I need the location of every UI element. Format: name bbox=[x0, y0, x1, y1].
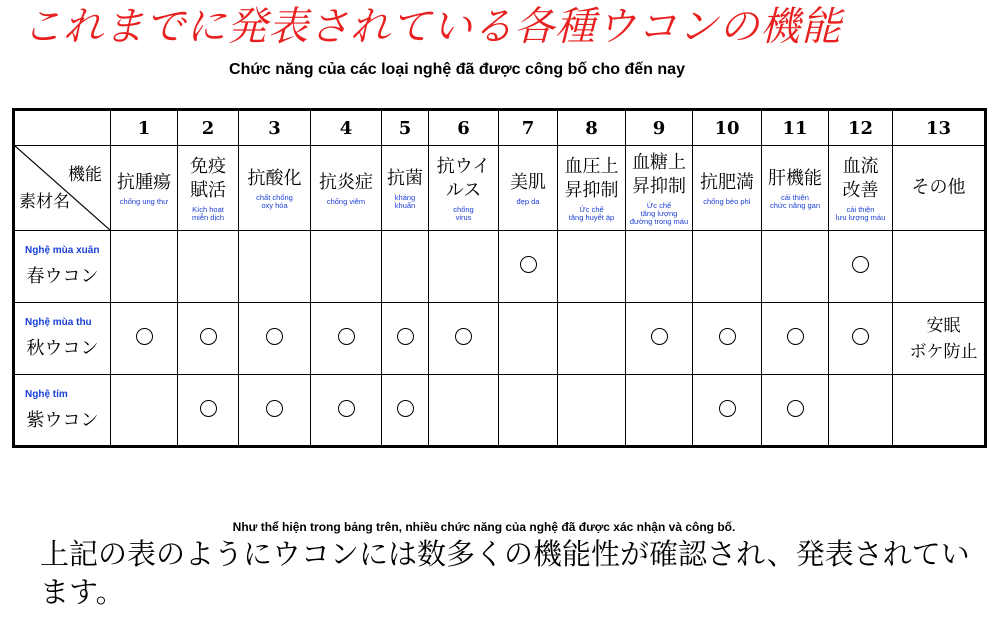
function-header-cell bbox=[626, 146, 693, 231]
material-row bbox=[14, 231, 986, 303]
function-cell bbox=[499, 375, 558, 447]
function-name: 血流 改善 bbox=[842, 155, 879, 201]
function-cell bbox=[829, 231, 893, 303]
confirmed-circle-mark bbox=[200, 328, 217, 345]
function-header-cell bbox=[762, 146, 829, 231]
function-name: 抗炎症 bbox=[319, 171, 373, 193]
function-cell bbox=[626, 303, 693, 375]
function-cell bbox=[311, 375, 382, 447]
function-cell bbox=[239, 375, 311, 447]
function-name: 美肌 bbox=[510, 171, 546, 193]
function-cell bbox=[626, 231, 693, 303]
function-translation: Ức chế tăng lượng đường trong máu bbox=[629, 200, 689, 226]
function-cell bbox=[382, 303, 429, 375]
function-cell bbox=[178, 231, 239, 303]
material-translation: Nghệ mùa thu bbox=[25, 317, 92, 328]
other-function-cell bbox=[893, 375, 986, 447]
function-header-cell bbox=[178, 146, 239, 231]
material-translation: Nghệ mùa xuân bbox=[25, 245, 100, 256]
confirmed-circle-mark bbox=[651, 328, 668, 345]
function-cell bbox=[626, 375, 693, 447]
confirmed-circle-mark bbox=[397, 400, 414, 417]
function-cell bbox=[429, 303, 499, 375]
column-number: 7 bbox=[499, 110, 558, 146]
function-header-cell bbox=[111, 146, 178, 231]
function-cell bbox=[178, 375, 239, 447]
function-header-row bbox=[14, 146, 986, 231]
confirmed-circle-mark bbox=[266, 400, 283, 417]
function-translation: Ức chế tăng huyết áp bbox=[568, 204, 615, 222]
corner-label-function: 機能 bbox=[68, 165, 102, 185]
function-cell bbox=[693, 231, 762, 303]
column-number: 4 bbox=[311, 110, 382, 146]
material-name: 春ウコン bbox=[26, 266, 99, 287]
function-cell bbox=[311, 231, 382, 303]
function-cell bbox=[178, 303, 239, 375]
function-header-cell bbox=[893, 146, 986, 231]
blank-corner-cell bbox=[14, 110, 111, 146]
function-name: 抗ウイ ルス bbox=[436, 155, 491, 201]
function-header-cell bbox=[239, 146, 311, 231]
confirmed-circle-mark bbox=[852, 256, 869, 273]
column-number: 10 bbox=[693, 110, 762, 146]
material-row bbox=[14, 375, 986, 447]
column-number: 12 bbox=[829, 110, 893, 146]
function-header-cell bbox=[311, 146, 382, 231]
function-cell bbox=[382, 231, 429, 303]
confirmed-circle-mark bbox=[719, 328, 736, 345]
function-translation: chống virus bbox=[453, 204, 474, 222]
function-cell bbox=[239, 231, 311, 303]
column-number: 5 bbox=[382, 110, 429, 146]
confirmed-circle-mark bbox=[397, 328, 414, 345]
column-number: 3 bbox=[239, 110, 311, 146]
function-translation: chống viêm bbox=[326, 196, 366, 206]
confirmed-circle-mark bbox=[136, 328, 153, 345]
confirmed-circle-mark bbox=[338, 400, 355, 417]
number-row bbox=[14, 110, 986, 146]
confirmed-circle-mark bbox=[266, 328, 283, 345]
function-cell bbox=[429, 375, 499, 447]
function-translation: chống béo phì bbox=[703, 196, 751, 206]
material-name: 紫ウコン bbox=[26, 409, 99, 431]
corner-label-material: 素材名 bbox=[19, 192, 70, 212]
column-number: 6 bbox=[429, 110, 499, 146]
function-name: 抗酸化 bbox=[247, 167, 302, 189]
function-cell bbox=[762, 231, 829, 303]
column-number: 13 bbox=[893, 110, 986, 146]
vietnamese-note: Như thể hiện trong bảng trên, nhiều chức năng của nghệ đã được xác nhận và công bố. bbox=[232, 520, 736, 534]
material-name-cell bbox=[14, 231, 111, 303]
function-cell bbox=[111, 231, 178, 303]
function-cell bbox=[111, 303, 178, 375]
function-name: 抗腫瘍 bbox=[117, 171, 171, 193]
function-name: 抗菌 bbox=[387, 167, 423, 189]
confirmed-circle-mark bbox=[338, 328, 355, 345]
function-name: 肝機能 bbox=[768, 167, 822, 189]
material-row bbox=[14, 303, 986, 375]
function-cell bbox=[558, 375, 626, 447]
function-table bbox=[12, 108, 987, 448]
confirmed-circle-mark bbox=[719, 400, 736, 417]
column-number: 2 bbox=[178, 110, 239, 146]
column-number: 11 bbox=[762, 110, 829, 146]
function-cell bbox=[382, 375, 429, 447]
material-name-cell bbox=[14, 303, 111, 375]
confirmed-circle-mark bbox=[200, 400, 217, 417]
material-translation: Nghệ tím bbox=[25, 388, 68, 400]
function-header-cell bbox=[382, 146, 429, 231]
function-translation: chống ung thư bbox=[119, 196, 169, 206]
function-translation: đẹp da bbox=[516, 196, 540, 206]
function-header-cell bbox=[829, 146, 893, 231]
function-cell bbox=[693, 375, 762, 447]
other-function-cell bbox=[893, 231, 986, 303]
material-name-cell bbox=[14, 375, 111, 447]
function-cell bbox=[558, 231, 626, 303]
function-header-cell bbox=[499, 146, 558, 231]
function-translation: kháng khuẩn bbox=[394, 192, 416, 210]
corner-header-cell bbox=[14, 146, 111, 231]
confirmed-circle-mark bbox=[455, 328, 472, 345]
function-cell bbox=[311, 303, 382, 375]
function-cell bbox=[429, 231, 499, 303]
function-cell bbox=[829, 303, 893, 375]
function-header-cell bbox=[429, 146, 499, 231]
function-translation: cải thiện chức năng gan bbox=[769, 192, 821, 210]
function-name: 免疫 賦活 bbox=[190, 155, 226, 201]
function-cell bbox=[693, 303, 762, 375]
function-name: その他 bbox=[911, 177, 966, 198]
function-name: 血圧上 昇抑制 bbox=[564, 155, 619, 201]
function-translation: cải thiện lưu lượng máu bbox=[835, 204, 886, 222]
confirmed-circle-mark bbox=[852, 328, 869, 345]
function-cell bbox=[558, 303, 626, 375]
page-title: これまでに発表されている各種ウコンの機能 bbox=[22, 4, 842, 50]
function-cell bbox=[499, 231, 558, 303]
column-number: 9 bbox=[626, 110, 693, 146]
function-cell bbox=[239, 303, 311, 375]
function-translation: Kích hoạt miễn dịch bbox=[191, 204, 225, 222]
confirmed-circle-mark bbox=[787, 400, 804, 417]
function-name: 抗肥満 bbox=[700, 171, 754, 193]
function-translation: chất chống oxy hóa bbox=[256, 192, 293, 210]
confirmed-circle-mark bbox=[787, 328, 804, 345]
column-number: 1 bbox=[111, 110, 178, 146]
column-number: 8 bbox=[558, 110, 626, 146]
function-header-cell bbox=[558, 146, 626, 231]
function-cell bbox=[762, 303, 829, 375]
function-name: 血糖上 昇抑制 bbox=[632, 151, 686, 197]
other-function-cell: 安眠 ボケ防止 bbox=[893, 303, 986, 375]
function-header-cell bbox=[693, 146, 762, 231]
confirmed-circle-mark bbox=[520, 256, 537, 273]
function-cell bbox=[762, 375, 829, 447]
function-cell bbox=[111, 375, 178, 447]
summary-text: 上記の表のようにウコンには数多くの機能性が確認され、発表されています。 bbox=[40, 537, 970, 609]
material-name: 秋ウコン bbox=[26, 338, 99, 359]
function-cell bbox=[499, 303, 558, 375]
function-cell bbox=[829, 375, 893, 447]
page-subtitle: Chức năng của các loại nghệ đã được công bố cho đến nay bbox=[229, 61, 685, 78]
